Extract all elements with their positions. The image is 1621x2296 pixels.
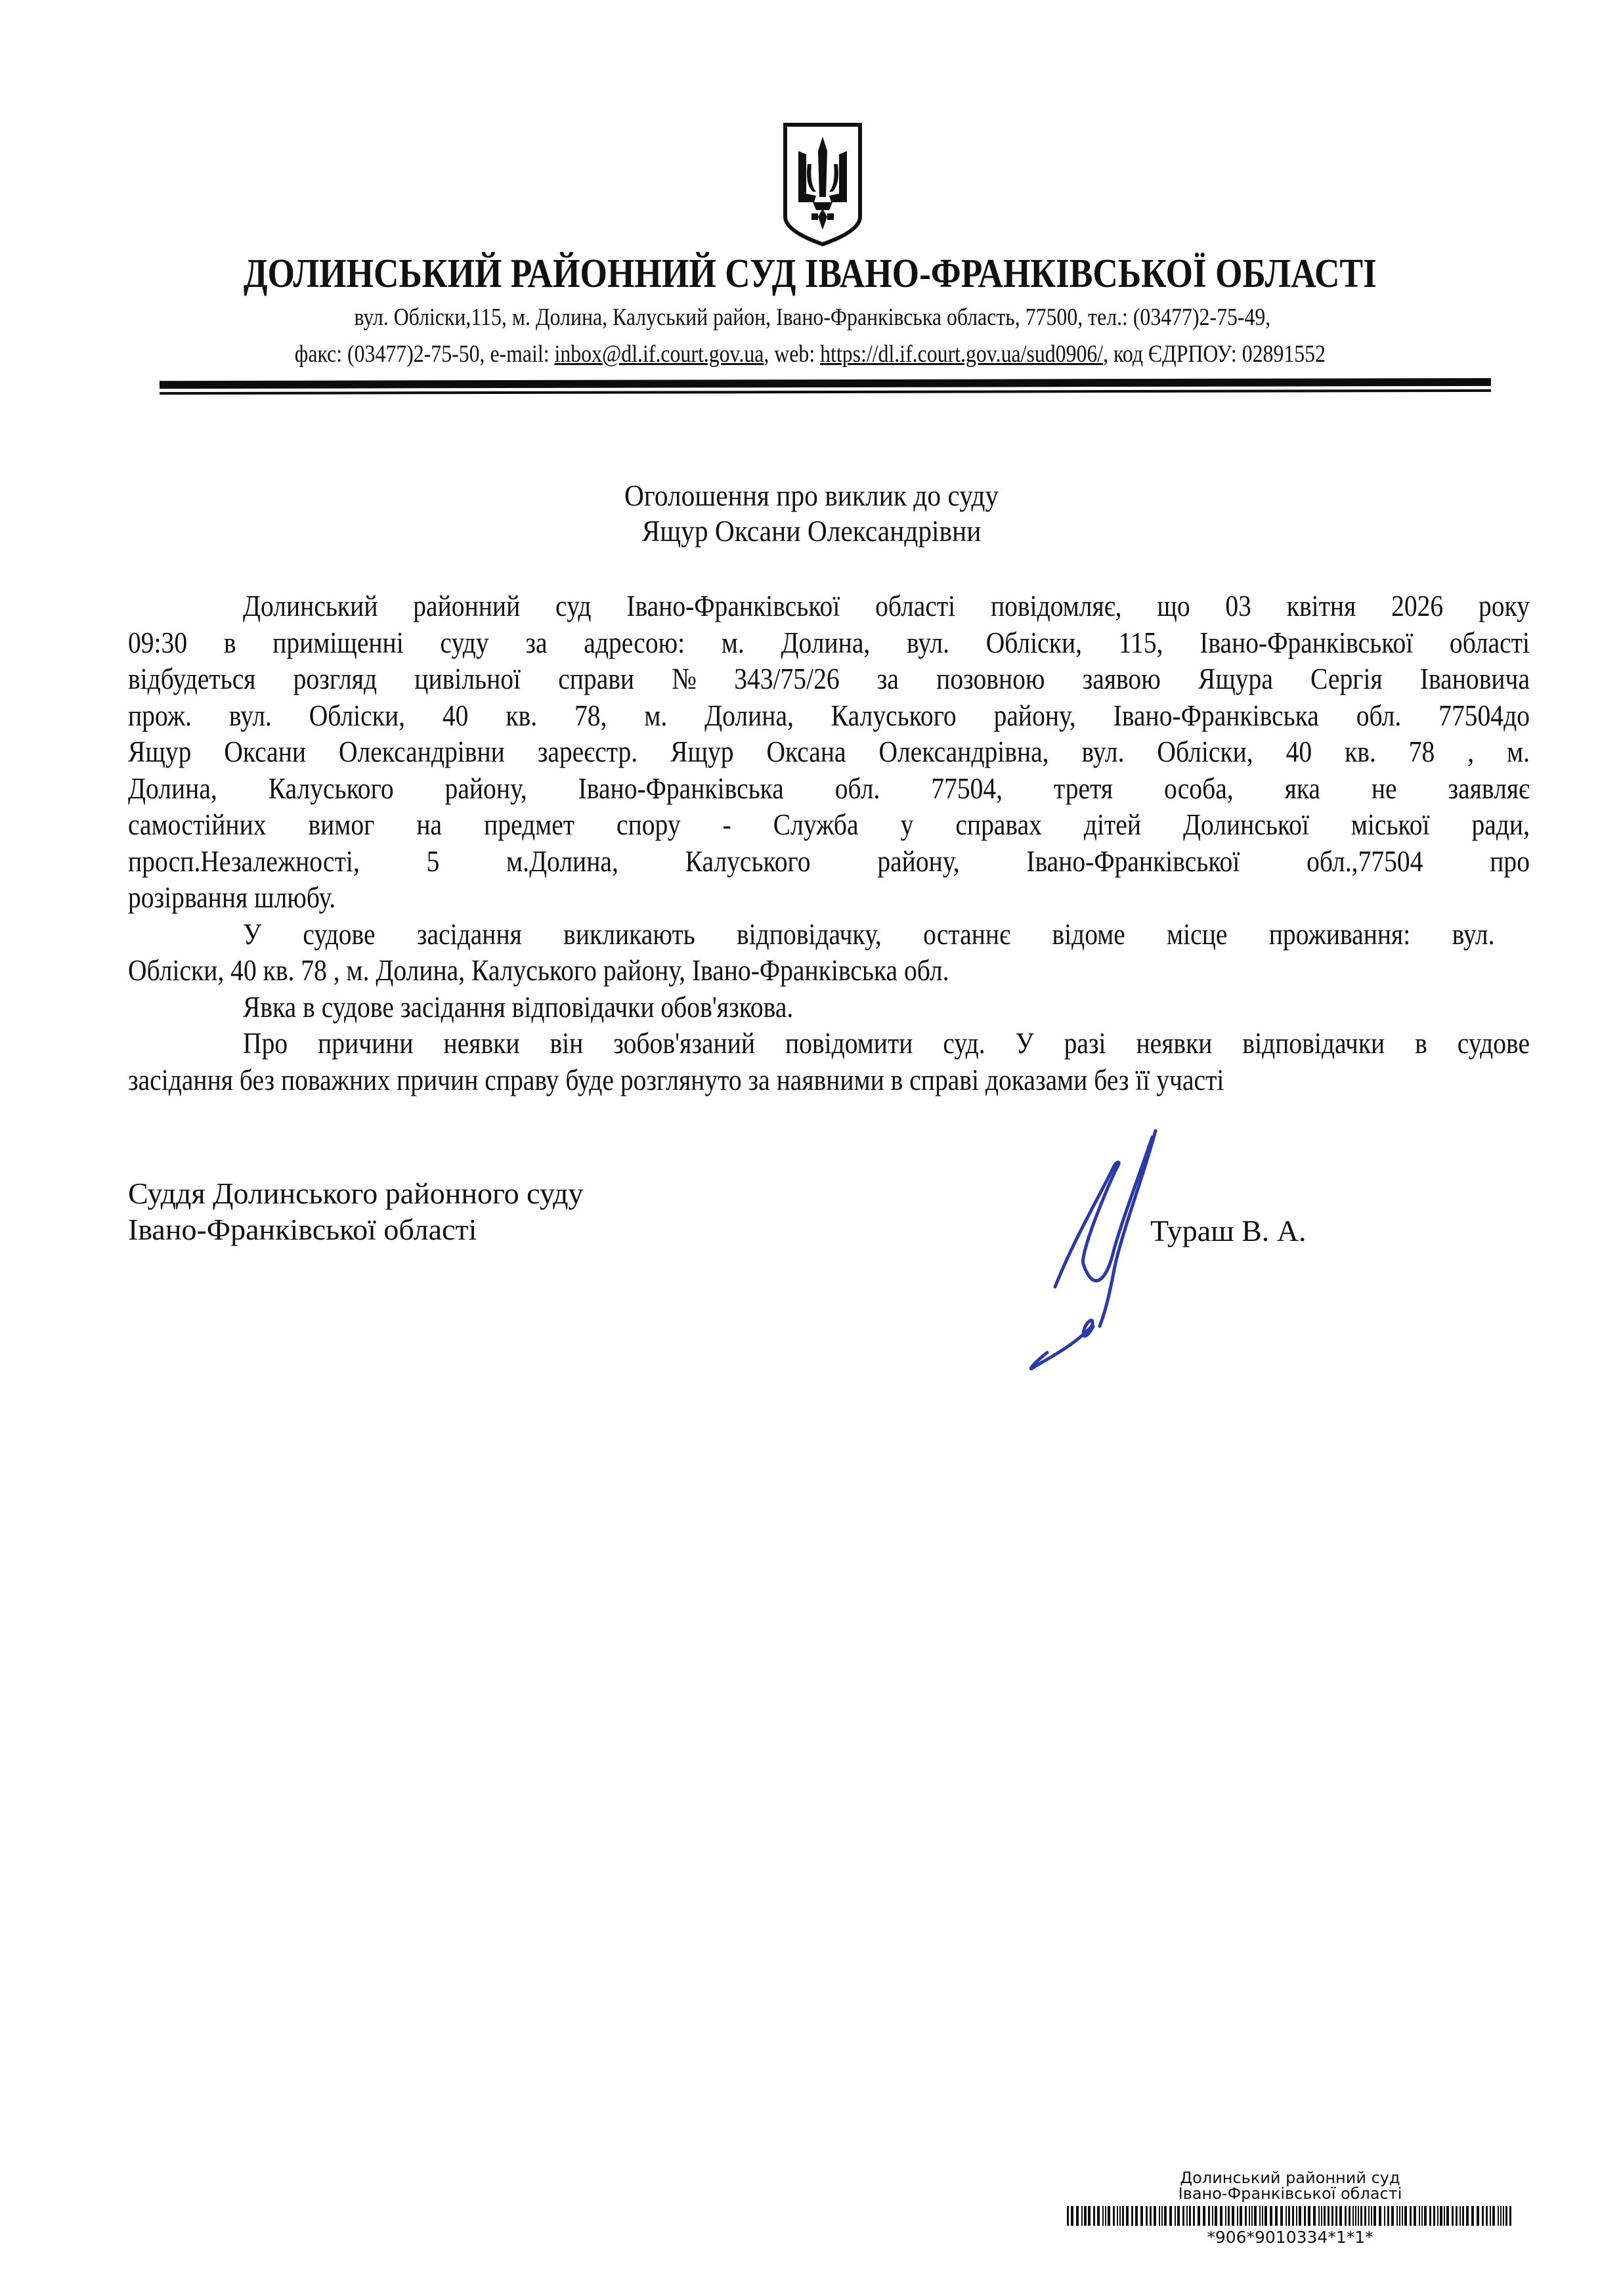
barcode-bar — [1150, 2206, 1152, 2226]
announcement-body — [128, 588, 1530, 1098]
coat-of-arms-icon — [780, 118, 865, 246]
body-line: засідання без поважних причин справу буде розглянуто за наявними в справі доказами без її участі — [128, 1062, 1224, 1096]
barcode-bar — [1308, 2206, 1310, 2226]
body-line: Ящур Оксани Олександрівни зареєстр. Ящур Оксана Олександрівна, вул. Обліски, 40 кв. 78 , м. — [128, 735, 1530, 768]
header-divider-thin — [160, 389, 1491, 395]
barcode-bar — [1175, 2206, 1176, 2226]
handwritten-signature-icon — [1021, 1129, 1218, 1379]
barcode-bar — [1088, 2206, 1091, 2226]
announcement-title: Оголошення про виклик до суду — [624, 479, 999, 512]
barcode-bar — [1189, 2206, 1191, 2226]
barcode-bar — [1212, 2206, 1213, 2226]
barcode-icon — [1067, 2206, 1513, 2226]
barcode-bar — [1492, 2206, 1495, 2226]
barcode-bar — [1429, 2206, 1431, 2226]
barcode-bar — [1402, 2206, 1403, 2226]
barcode-bar — [1108, 2206, 1110, 2226]
barcode-bar — [1466, 2206, 1469, 2226]
barcode-bar — [1328, 2206, 1329, 2226]
barcode-bar — [1122, 2206, 1124, 2226]
barcode-bar — [1225, 2206, 1226, 2226]
body-line: самостійних вимог на предмет спору - Служба у справах дітей Долинської міської ради, — [128, 808, 1530, 841]
web-label: , web: — [764, 341, 821, 368]
barcode-bar — [1349, 2206, 1351, 2226]
stamp-region: Івано-Франківської області — [1178, 2184, 1402, 2203]
barcode-bar — [1339, 2206, 1342, 2226]
barcode-bar — [1505, 2206, 1507, 2226]
barcode-bar — [1186, 2206, 1188, 2226]
barcode-bar — [1373, 2206, 1376, 2226]
barcode-bar — [1318, 2206, 1320, 2226]
barcode-bar — [1368, 2206, 1370, 2226]
body-line: 09:30 в приміщенні суду за адресою: м. Долина, вул. Обліски, 115, Івано-Франківської області — [128, 625, 1530, 659]
barcode-bar — [1237, 2206, 1238, 2226]
barcode-bar — [1071, 2206, 1073, 2226]
barcode-bar — [1509, 2206, 1511, 2226]
barcode-bar — [1215, 2206, 1217, 2226]
barcode-bar — [1379, 2206, 1381, 2226]
barcode-bar — [1198, 2206, 1200, 2226]
judge-position-line2: Івано-Франківської області — [128, 1213, 477, 1246]
judge-position — [128, 1175, 584, 1247]
barcode-bar — [1471, 2206, 1474, 2226]
barcode-bar — [1228, 2206, 1230, 2226]
barcode-bar — [1399, 2206, 1400, 2226]
barcode-bar — [1084, 2206, 1087, 2226]
barcode-bar — [1220, 2206, 1222, 2226]
paragraph-hearing-details — [128, 588, 1530, 916]
barcode-bar — [1203, 2206, 1205, 2226]
paragraph-summons — [128, 916, 1530, 989]
stamp-court-name: Долинський районний суд — [1180, 2169, 1400, 2187]
body-line: Долина, Калуського району, Івано-Франківська обл. 77504, третя особа, яка не заявляє — [128, 771, 1530, 805]
barcode-bar — [1452, 2206, 1454, 2226]
barcode-bar — [1296, 2206, 1297, 2226]
barcode-bar — [1437, 2206, 1438, 2226]
barcode-bar — [1355, 2206, 1356, 2226]
barcode-bar — [1324, 2206, 1326, 2226]
barcode-bar — [1254, 2206, 1257, 2226]
body-line: Долинський районний суд Івано-Франківської області повідомляє, що 03 квітня 2026 року — [243, 589, 1530, 622]
barcode-bar — [1262, 2206, 1263, 2226]
barcode-bar — [1490, 2206, 1491, 2226]
barcode-bar — [1240, 2206, 1242, 2226]
barcode-bar — [1245, 2206, 1247, 2226]
barcode-bar — [1410, 2206, 1412, 2226]
barcode-bar — [1161, 2206, 1163, 2226]
barcode-bar — [1482, 2206, 1484, 2226]
barcode-bar — [1126, 2206, 1129, 2226]
barcode-bar — [1169, 2206, 1172, 2226]
announcement-subject: Ящур Оксани Олександрівни — [641, 514, 982, 548]
body-line: розірвання шлюбу. — [128, 880, 336, 914]
barcode-bar — [1208, 2206, 1210, 2226]
barcode-bar — [1249, 2206, 1250, 2226]
barcode-bar — [1280, 2206, 1283, 2226]
barcode-bar — [1288, 2206, 1290, 2226]
barcode-bar — [1486, 2206, 1488, 2226]
barcode-bar — [1444, 2206, 1445, 2226]
barcode-bar — [1193, 2206, 1195, 2226]
barcode-bar — [1105, 2206, 1106, 2226]
barcode-bar — [1503, 2206, 1504, 2226]
registry-stamp — [1060, 2170, 1520, 2201]
barcode-bar — [1251, 2206, 1253, 2226]
barcode-bar — [1154, 2206, 1156, 2226]
barcode-bar — [1335, 2206, 1337, 2226]
barcode-bar — [1404, 2206, 1407, 2226]
judge-name: Тураш В. А. — [1150, 1214, 1307, 1247]
barcode-bar — [1459, 2206, 1461, 2226]
barcode-bar — [1146, 2206, 1148, 2226]
barcode-bar — [1292, 2206, 1294, 2226]
fax-label: факс: (03477)2-75-50, e-mail: — [294, 341, 555, 368]
barcode-bar — [1387, 2206, 1389, 2226]
judge-position-line1: Суддя Долинського районного суду — [128, 1177, 584, 1210]
barcode-bar — [1117, 2206, 1118, 2226]
barcode-bar — [1067, 2206, 1069, 2226]
barcode-bar — [1275, 2206, 1278, 2226]
edrpou-code: , код ЄДРПОУ: 02891552 — [1103, 341, 1326, 368]
body-line: просп.Незалежності, 5 м.Долина, Калуського району, Івано-Франківської обл.,77504 про — [128, 844, 1530, 878]
barcode-bar — [1352, 2206, 1354, 2226]
barcode-bar — [1135, 2206, 1138, 2226]
barcode-bar — [1500, 2206, 1502, 2226]
barcode-bar — [1440, 2206, 1442, 2226]
barcode-bar — [1446, 2206, 1449, 2226]
barcode-bar — [1321, 2206, 1322, 2226]
barcode-bar — [1159, 2206, 1160, 2226]
barcode-bar — [1304, 2206, 1306, 2226]
barcode-bar — [1097, 2206, 1100, 2226]
barcode-bar — [1371, 2206, 1372, 2226]
barcode-bar — [1391, 2206, 1394, 2226]
barcode-bar — [1331, 2206, 1333, 2226]
court-name-heading: ДОЛИНСЬКИЙ РАЙОННИЙ СУД ІВАНО-ФРАНКІВСЬКОЇ ОБЛАСТІ — [243, 251, 1377, 296]
barcode-bar — [1358, 2206, 1359, 2226]
barcode-bar — [1299, 2206, 1301, 2226]
barcode-bar — [1264, 2206, 1267, 2226]
barcode-bar — [1498, 2206, 1499, 2226]
court-address: вул. Обліски,115, м. Долина, Калуський район, Івано-Франківська область, 77500, тел.: (03477)2-75-49, — [354, 304, 1271, 331]
barcode-bar — [1313, 2206, 1316, 2226]
barcode-bar — [1259, 2206, 1261, 2226]
barcode-bar — [1177, 2206, 1180, 2226]
barcode-bar — [1384, 2206, 1385, 2226]
barcode-bar — [1360, 2206, 1362, 2226]
barcode-bar — [1286, 2206, 1287, 2226]
barcode-bar — [1364, 2206, 1366, 2226]
barcode-bar — [1102, 2206, 1104, 2226]
body-line: прож. вул. Обліски, 40 кв. 78, м. Долина, Калуського району, Івано-Франківська обл. 77504до — [128, 698, 1530, 732]
barcode-bar — [1164, 2206, 1167, 2226]
barcode-bar — [1081, 2206, 1083, 2226]
barcode-bar — [1462, 2206, 1464, 2226]
paragraph-attendance: Явка в судове засідання відповідачки обов'язкова. — [243, 989, 794, 1024]
barcode-bar — [1414, 2206, 1416, 2226]
body-line: У судове засідання викликають відповідачку, останнє відоме місце проживання: вул. — [243, 917, 1495, 951]
barcode-bar — [1477, 2206, 1479, 2226]
barcode-bar — [1182, 2206, 1184, 2226]
barcode-bar — [1140, 2206, 1143, 2226]
barcode-bar — [1433, 2206, 1435, 2226]
body-line: відбудеться розгляд цивільної справи № 343/75/26 за позовною заявою Ящура Сергія Івановича — [128, 662, 1530, 695]
body-line: Обліски, 40 кв. 78 , м. Долина, Калуського району, Івано-Франківська обл. — [128, 953, 949, 987]
barcode-bar — [1113, 2206, 1115, 2226]
barcode-number: *906*9010334*1*1* — [1207, 2228, 1373, 2247]
barcode-bar — [1419, 2206, 1420, 2226]
barcode-bar — [1232, 2206, 1234, 2226]
website-link[interactable]: https://dl.if.court.gov.ua/sud0906/ — [820, 341, 1104, 368]
barcode-bar — [1456, 2206, 1458, 2226]
barcode-bar — [1270, 2206, 1272, 2226]
court-contacts — [113, 340, 1507, 368]
barcode-bar — [1076, 2206, 1079, 2226]
body-line: Про причини неявки він зобов'язаний повідомити суд. У разі неявки відповідачки в судове — [243, 1026, 1530, 1060]
header-divider-thick — [160, 378, 1491, 389]
barcode-bar — [1345, 2206, 1347, 2226]
barcode-bar — [1396, 2206, 1398, 2226]
email-link[interactable]: inbox@dl.if.court.gov.ua — [554, 341, 764, 368]
barcode-bar — [1421, 2206, 1423, 2226]
barcode-bar — [1131, 2206, 1133, 2226]
barcode-bar — [1119, 2206, 1121, 2226]
barcode-bar — [1424, 2206, 1427, 2226]
paragraph-absence — [128, 1025, 1530, 1098]
barcode-bar — [1093, 2206, 1095, 2226]
